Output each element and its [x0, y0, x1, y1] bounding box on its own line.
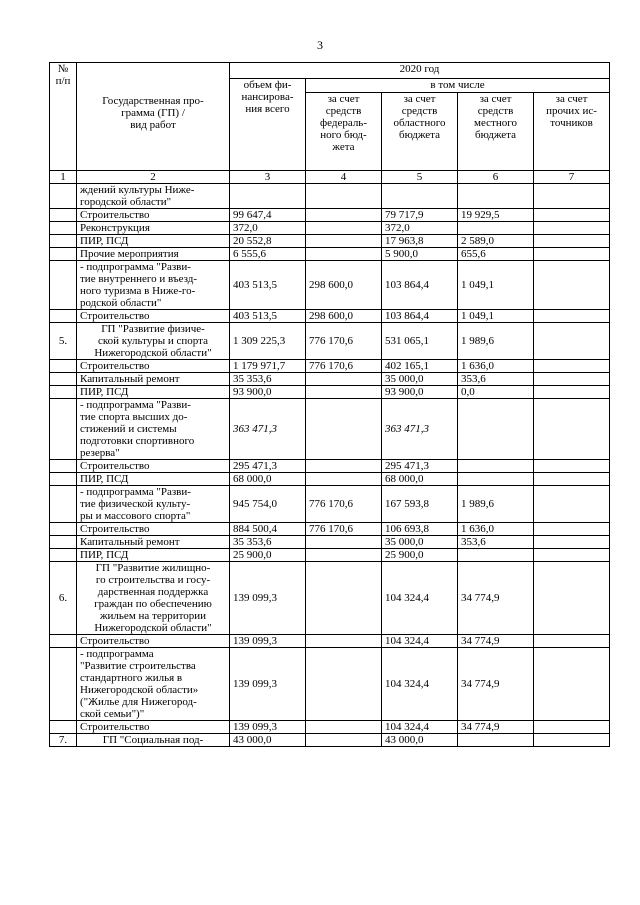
row-number	[50, 635, 77, 648]
table-row	[50, 721, 610, 734]
header-regional: за счет средств областного бюджета	[382, 93, 458, 171]
row-number	[50, 648, 77, 721]
cell-local: 353,6	[458, 373, 534, 386]
cell-local	[458, 549, 534, 562]
row-number	[50, 473, 77, 486]
table-row	[50, 486, 610, 523]
cell-regional: 79 717,9	[382, 209, 458, 222]
cell-other	[534, 536, 610, 549]
cell-federal	[306, 399, 382, 460]
cell-federal	[306, 248, 382, 261]
table-row	[50, 460, 610, 473]
cell-local: 1 049,1	[458, 310, 534, 323]
cell-regional: 363 471,3	[382, 399, 458, 460]
cell-regional: 295 471,3	[382, 460, 458, 473]
cell-total: 139 099,3	[230, 635, 306, 648]
cell-other	[534, 209, 610, 222]
cell-regional	[382, 184, 458, 209]
cell-total: 403 513,5	[230, 261, 306, 310]
table-row	[50, 373, 610, 386]
table-row	[50, 549, 610, 562]
table-row	[50, 261, 610, 310]
row-number	[50, 399, 77, 460]
cell-local	[458, 473, 534, 486]
cell-federal	[306, 635, 382, 648]
cell-federal	[306, 721, 382, 734]
row-number	[50, 549, 77, 562]
cell-other	[534, 721, 610, 734]
row-name: - подпрограмма "Разви- тие спорта высших до- стижений и системы подготовки спортивного резерва"	[77, 399, 230, 460]
financing-table	[49, 62, 610, 747]
row-number	[50, 310, 77, 323]
cell-federal: 298 600,0	[306, 261, 382, 310]
cell-total	[230, 184, 306, 209]
row-name: ПИР, ПСД	[77, 386, 230, 399]
cell-local: 353,6	[458, 536, 534, 549]
cell-total: 43 000,0	[230, 734, 306, 747]
cell-total: 1 179 971,7	[230, 360, 306, 373]
cell-total: 20 552,8	[230, 235, 306, 248]
cell-other	[534, 386, 610, 399]
row-number	[50, 209, 77, 222]
table-row	[50, 635, 610, 648]
row-name: ГП "Социальная под-	[77, 734, 230, 747]
row-name: Реконструкция	[77, 222, 230, 235]
table-row	[50, 473, 610, 486]
cell-other	[534, 549, 610, 562]
header-year: 2020 год	[230, 63, 610, 79]
row-name: - подпрограмма "Разви- тие физической культу- ры и массового спорта"	[77, 486, 230, 523]
row-name: Строительство	[77, 721, 230, 734]
row-name: ПИР, ПСД	[77, 549, 230, 562]
cell-regional: 106 693,8	[382, 523, 458, 536]
header-program: Государственная про- грамма (ГП) / вид работ	[77, 63, 230, 171]
header-federal: за счет средств федераль- ного бюд- жета	[306, 93, 382, 171]
table-row	[50, 248, 610, 261]
row-name: Строительство	[77, 460, 230, 473]
cell-other	[534, 360, 610, 373]
cell-total: 403 513,5	[230, 310, 306, 323]
cell-other	[534, 399, 610, 460]
column-number: 4	[306, 171, 382, 184]
table-row	[50, 360, 610, 373]
row-name: ГП "Развитие физиче- ской культуры и спорта Нижегородской области"	[77, 323, 230, 360]
cell-federal	[306, 235, 382, 248]
row-name: Капитальный ремонт	[77, 373, 230, 386]
cell-federal	[306, 536, 382, 549]
row-name: Строительство	[77, 635, 230, 648]
cell-local: 34 774,9	[458, 648, 534, 721]
cell-total: 295 471,3	[230, 460, 306, 473]
row-number	[50, 360, 77, 373]
row-number	[50, 222, 77, 235]
cell-regional: 372,0	[382, 222, 458, 235]
row-name: Прочие мероприятия	[77, 248, 230, 261]
row-number	[50, 373, 77, 386]
cell-federal	[306, 373, 382, 386]
cell-other	[534, 323, 610, 360]
cell-federal	[306, 209, 382, 222]
cell-regional: 103 864,4	[382, 310, 458, 323]
row-name: ГП "Развитие жилищно- го строительства и госу- дарственная поддержка граждан по обеспечению жильем на территории Нижегородской области"	[77, 562, 230, 635]
row-number: 7.	[50, 734, 77, 747]
cell-other	[534, 523, 610, 536]
cell-total: 1 309 225,3	[230, 323, 306, 360]
row-number	[50, 235, 77, 248]
cell-other	[534, 473, 610, 486]
table-row	[50, 184, 610, 209]
cell-total: 35 353,6	[230, 373, 306, 386]
cell-local: 1 989,6	[458, 323, 534, 360]
cell-other	[534, 373, 610, 386]
row-name: ПИР, ПСД	[77, 473, 230, 486]
cell-federal: 776 170,6	[306, 486, 382, 523]
cell-other	[534, 648, 610, 721]
cell-other	[534, 310, 610, 323]
cell-regional: 93 900,0	[382, 386, 458, 399]
row-number	[50, 386, 77, 399]
cell-federal: 776 170,6	[306, 523, 382, 536]
table-row	[50, 562, 610, 635]
cell-regional: 167 593,8	[382, 486, 458, 523]
cell-regional: 104 324,4	[382, 635, 458, 648]
cell-federal	[306, 386, 382, 399]
table-row	[50, 523, 610, 536]
row-name: - подпрограмма "Развитие строительства стандартного жилья в Нижегородской области» ("Жилье для Нижегород- ской семьи")"	[77, 648, 230, 721]
row-name: Строительство	[77, 523, 230, 536]
cell-local: 1 636,0	[458, 523, 534, 536]
row-number	[50, 184, 77, 209]
cell-regional: 5 900,0	[382, 248, 458, 261]
cell-other	[534, 248, 610, 261]
cell-local	[458, 734, 534, 747]
table-row	[50, 222, 610, 235]
row-number	[50, 248, 77, 261]
cell-total: 25 900,0	[230, 549, 306, 562]
cell-total: 99 647,4	[230, 209, 306, 222]
row-name: - подпрограмма "Разви- тие внутреннего и въезд- ного туризма в Ниже-го- родской области"	[77, 261, 230, 310]
header-total: объем фи- нансирова- ния всего	[230, 79, 306, 171]
cell-local: 2 589,0	[458, 235, 534, 248]
row-name: Капитальный ремонт	[77, 536, 230, 549]
cell-local: 1 636,0	[458, 360, 534, 373]
column-number: 7	[534, 171, 610, 184]
cell-local: 655,6	[458, 248, 534, 261]
cell-other	[534, 460, 610, 473]
row-name: Строительство	[77, 209, 230, 222]
table-row	[50, 648, 610, 721]
cell-federal	[306, 460, 382, 473]
row-name: ждений культуры Ниже- городской области"	[77, 184, 230, 209]
cell-regional: 35 000,0	[382, 373, 458, 386]
column-number: 6	[458, 171, 534, 184]
table-row	[50, 734, 610, 747]
row-number	[50, 460, 77, 473]
row-name: Строительство	[77, 310, 230, 323]
cell-total: 139 099,3	[230, 562, 306, 635]
cell-regional: 531 065,1	[382, 323, 458, 360]
cell-regional: 43 000,0	[382, 734, 458, 747]
cell-regional: 104 324,4	[382, 562, 458, 635]
cell-other	[534, 184, 610, 209]
cell-federal	[306, 549, 382, 562]
cell-local: 19 929,5	[458, 209, 534, 222]
table-row	[50, 310, 610, 323]
cell-regional: 402 165,1	[382, 360, 458, 373]
cell-other	[534, 734, 610, 747]
row-number	[50, 261, 77, 310]
cell-total: 139 099,3	[230, 721, 306, 734]
cell-federal: 776 170,6	[306, 323, 382, 360]
column-number: 5	[382, 171, 458, 184]
header-in-total: в том числе	[306, 79, 610, 93]
row-number	[50, 721, 77, 734]
cell-total: 884 500,4	[230, 523, 306, 536]
row-name: ПИР, ПСД	[77, 235, 230, 248]
cell-total: 945 754,0	[230, 486, 306, 523]
table-row	[50, 323, 610, 360]
cell-total: 93 900,0	[230, 386, 306, 399]
table-row	[50, 536, 610, 549]
cell-local: 1 989,6	[458, 486, 534, 523]
cell-total: 6 555,6	[230, 248, 306, 261]
table-row	[50, 235, 610, 248]
cell-other	[534, 635, 610, 648]
cell-federal: 776 170,6	[306, 360, 382, 373]
cell-regional: 35 000,0	[382, 536, 458, 549]
cell-other	[534, 261, 610, 310]
cell-local	[458, 222, 534, 235]
cell-local: 1 049,1	[458, 261, 534, 310]
cell-other	[534, 222, 610, 235]
cell-total: 363 471,3	[230, 399, 306, 460]
cell-regional: 25 900,0	[382, 549, 458, 562]
cell-federal	[306, 222, 382, 235]
cell-federal	[306, 734, 382, 747]
cell-local	[458, 399, 534, 460]
column-number: 3	[230, 171, 306, 184]
row-number	[50, 536, 77, 549]
row-name: Строительство	[77, 360, 230, 373]
cell-regional: 104 324,4	[382, 648, 458, 721]
cell-other	[534, 486, 610, 523]
row-number	[50, 486, 77, 523]
cell-regional: 104 324,4	[382, 721, 458, 734]
cell-local	[458, 184, 534, 209]
table-row	[50, 386, 610, 399]
row-number	[50, 523, 77, 536]
cell-local: 34 774,9	[458, 562, 534, 635]
cell-federal	[306, 562, 382, 635]
cell-total: 35 353,6	[230, 536, 306, 549]
cell-federal	[306, 184, 382, 209]
cell-regional: 68 000,0	[382, 473, 458, 486]
row-number: 5.	[50, 323, 77, 360]
header-local: за счет средств местного бюджета	[458, 93, 534, 171]
table-row	[50, 399, 610, 460]
cell-federal: 298 600,0	[306, 310, 382, 323]
table-row	[50, 209, 610, 222]
page-number: 3	[317, 38, 323, 52]
cell-total: 139 099,3	[230, 648, 306, 721]
cell-regional: 17 963,8	[382, 235, 458, 248]
column-number: 2	[77, 171, 230, 184]
cell-total: 68 000,0	[230, 473, 306, 486]
header-num: № п/п	[50, 63, 77, 171]
row-number: 6.	[50, 562, 77, 635]
cell-regional: 103 864,4	[382, 261, 458, 310]
cell-local: 34 774,9	[458, 721, 534, 734]
cell-other	[534, 562, 610, 635]
cell-federal	[306, 648, 382, 721]
cell-other	[534, 235, 610, 248]
cell-total: 372,0	[230, 222, 306, 235]
cell-local	[458, 460, 534, 473]
cell-local: 34 774,9	[458, 635, 534, 648]
cell-local: 0,0	[458, 386, 534, 399]
header-other: за счет прочих ис- точников	[534, 93, 610, 171]
cell-federal	[306, 473, 382, 486]
column-number: 1	[50, 171, 77, 184]
